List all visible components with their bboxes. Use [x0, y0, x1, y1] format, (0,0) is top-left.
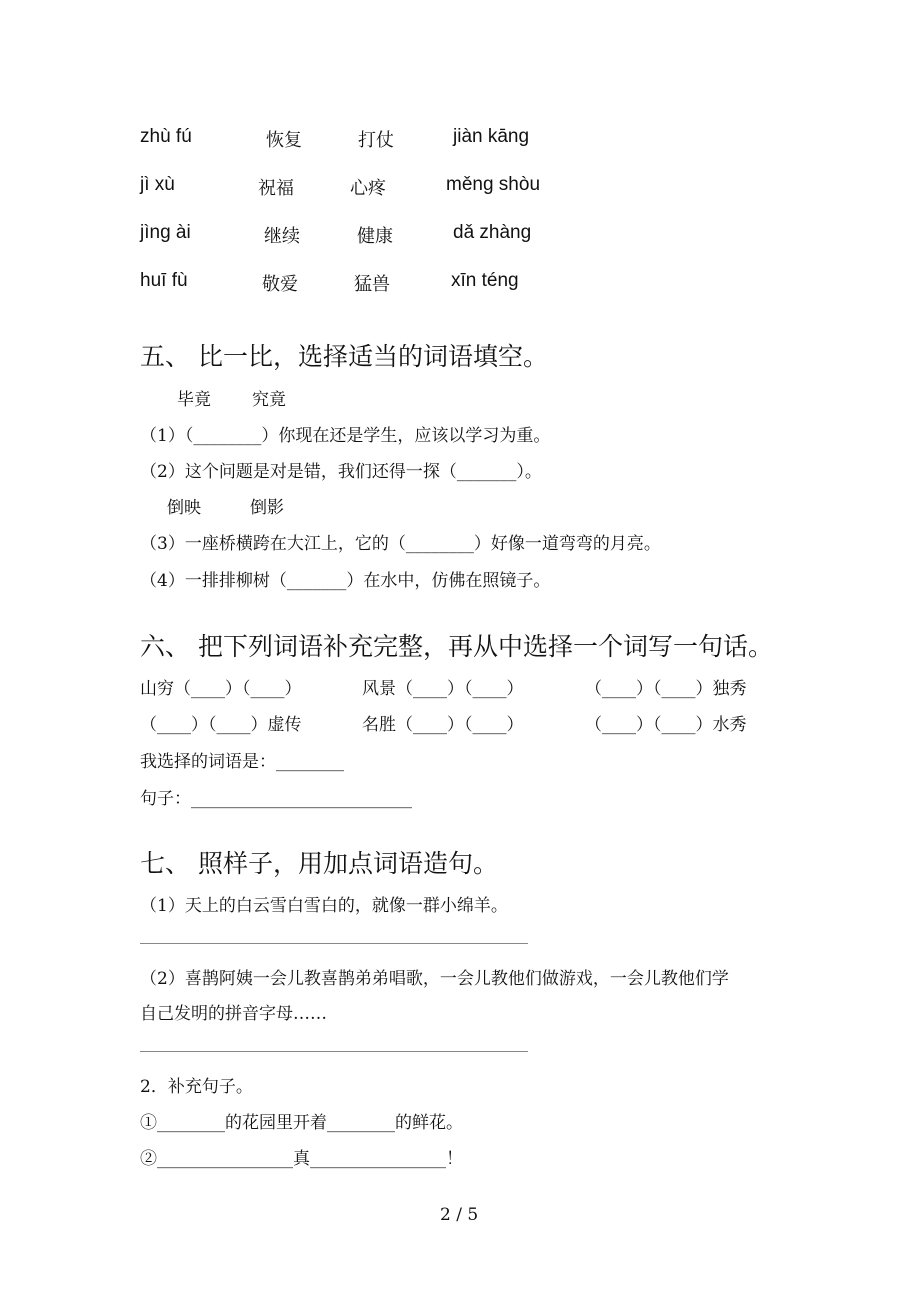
word-choice-1b: 究竟: [252, 390, 286, 410]
answer-line-1: [140, 943, 528, 944]
section-6-title: 六、 把下列词语补充完整，再从中选择一个词写一句话。: [140, 632, 773, 661]
grid-r1-c3: 打仗: [358, 130, 394, 151]
word-choice-1a: 毕竟: [177, 390, 211, 410]
grid-r4-c1: huī fù: [140, 270, 188, 291]
idiom-6: （____）（____）水秀: [585, 715, 747, 735]
grid-r1-c1: zhù fú: [140, 126, 192, 147]
grid-r2-c4: měng shòu: [446, 174, 541, 195]
grid-r4-c3: 猛兽: [354, 274, 390, 295]
idiom-2: 风景（____）（____）: [362, 679, 524, 699]
example-2-line1: （2）喜鹊阿姨一会儿教喜鹊弟弟唱歌，一会儿教他们做游戏，一会儿教他们学: [140, 969, 729, 989]
section-7-title: 七、 照样子，用加点词语造句。: [140, 849, 498, 878]
idiom-1: 山穷（____）（____）: [140, 679, 302, 699]
grid-r2-c3: 心疼: [350, 178, 386, 199]
example-2-line2: 自己发明的拼音字母……: [140, 1004, 327, 1024]
question-1: （1）（________）你现在还是学生，应该以学习为重。: [140, 426, 551, 446]
subsection-title: 2．补充句子。: [140, 1077, 253, 1097]
idiom-5: 名胜（____）（____）: [362, 715, 524, 735]
grid-r2-c2: 祝福: [258, 178, 294, 199]
sentence-label: 句子：__________________________: [140, 789, 412, 809]
idiom-4: （____）（____）虚传: [140, 715, 302, 735]
grid-r3-c4: dǎ zhàng: [453, 222, 532, 243]
grid-r1-c4: jiàn kāng: [453, 126, 530, 147]
idiom-3: （____）（____）独秀: [585, 679, 747, 699]
section-5-title: 五、 比一比，选择适当的词语填空。: [140, 342, 548, 371]
grid-r4-c2: 敬爱: [262, 274, 298, 295]
grid-r3-c2: 继续: [264, 226, 300, 247]
answer-line-2: [140, 1051, 528, 1052]
choice-label: 我选择的词语是：________: [140, 752, 344, 772]
grid-r3-c1: jìng ài: [140, 222, 191, 243]
fill-sentence-1: ①________的花园里开着________的鲜花。: [140, 1113, 463, 1133]
word-choice-2a: 倒映: [167, 498, 201, 518]
question-4: （4）一排排柳树（_______）在水中，仿佛在照镜子。: [140, 571, 551, 591]
grid-r2-c1: jì xù: [140, 174, 175, 195]
grid-r4-c4: xīn téng: [451, 270, 519, 291]
question-3: （3）一座桥横跨在大江上，它的（________）好像一道弯弯的月亮。: [140, 534, 661, 554]
fill-sentence-2: ②________________真________________！: [140, 1149, 463, 1169]
example-1: （1）天上的白云雪白雪白的，就像一群小绵羊。: [140, 896, 508, 916]
word-choice-2b: 倒影: [250, 498, 284, 518]
grid-r1-c2: 恢复: [266, 130, 302, 151]
question-2: （2）这个问题是对是错，我们还得一探（_______）。: [140, 462, 542, 482]
page-number: 2 / 5: [440, 1205, 479, 1225]
grid-r3-c3: 健康: [357, 226, 393, 247]
